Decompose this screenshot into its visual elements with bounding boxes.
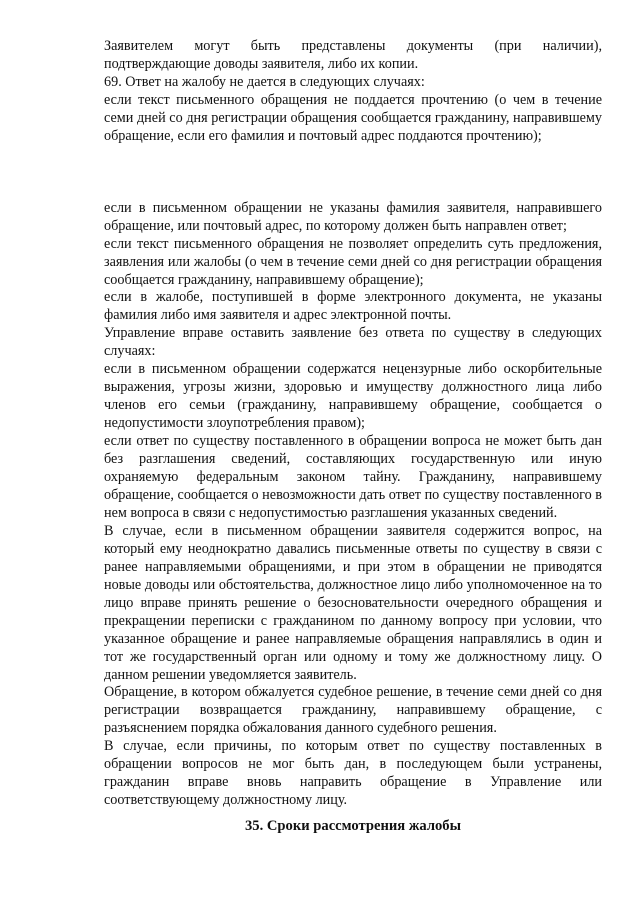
document-page (104, 38, 602, 836)
paragraph-no-surname: если в письменном обращении не указаны фамилия заявителя, направившего обращение, или почтовый адрес, по которому должен быть направлен ответ; (104, 199, 602, 234)
paragraph-obscene-language: если в письменном обращении содержатся нецензурные либо оскорбительные выражения, угрозы жизни, здоровью и имуществу должностного лица либо членов его семьи (гражданину, направившему обращение, сообщается о недопустимости злоупотребления правом); (104, 361, 602, 432)
paragraph-repeated-appeal: В случае, если в письменном обращении заявителя содержится вопрос, на который ему неоднократно давались письменные ответы по существу в связи с ранее направляемыми обращениями, и при этом в обращении не приводятся новые доводы или обстоятельства, должностное лицо либо уполномоченное на то лицо вправе принять решение о безосновательности очередного обращения и прекращении переписки с гражданином по данному вопросу при условии, что указанное обращение и ранее направляемые обращения направлялись в один и тот же государственный орган или одному и тому же должностному лицу. О данном решении уведомляется заявитель. (104, 522, 602, 683)
paragraph-documents: Заявителем могут быть представлены документы (при наличии), подтверждающие доводы заявителя, либо их копии. (104, 38, 602, 72)
paragraph-electronic-document: если в жалобе, поступившей в форме электронного документа, не указаны фамилия либо имя заявителя и адрес электронной почты. (104, 289, 602, 324)
paragraph-no-essence: если текст письменного обращения не позволяет определить суть предложения, заявления или жалобы (о чем в течение семи дней со дня регистрации обращения сообщается гражданину, направившему обращение); (104, 235, 602, 288)
paragraph-court-decision: Обращение, в котором обжалуется судебное решение, в течение семи дней со дня регистрации возвращается гражданину, направившему обращение, с разъяснением порядка обжалования данного судебного решения. (104, 684, 602, 737)
paragraph-item-69: 69. Ответ на жалобу не дается в следующих случаях: (104, 73, 425, 90)
paragraph-office-may-leave: Управление вправе оставить заявление без ответа по существу в следующих случаях: (104, 325, 602, 360)
paragraph-state-secret: если ответ по существу поставленного в обращении вопроса не может быть дан без разглашения сведений, составляющих государственную или иную охраняемую федеральным законом тайну. Гражданину, направившему обращение, сообщается о невозможности дать ответ по существу поставленного в нем вопроса в связи с недопустимостью разглашения указанных сведений. (104, 433, 602, 521)
section-heading: 35. Сроки рассмотрения жалобы (244, 818, 461, 835)
paragraph-unreadable-text: если текст письменного обращения не поддается прочтению (о чем в течение семи дней со дня регистрации обращения сообщается гражданину, направившему обращение, если его фамилия и почтовый адрес поддаются прочтению); (104, 91, 602, 144)
paragraph-reasons-eliminated: В случае, если причины, по которым ответ по существу поставленных в обращении вопросов не мог быть дан, в последующем были устранены, гражданин вправе вновь направить обращение в Управление или соответствующему должностному лицу. (104, 738, 602, 809)
blank-gap (104, 146, 602, 200)
